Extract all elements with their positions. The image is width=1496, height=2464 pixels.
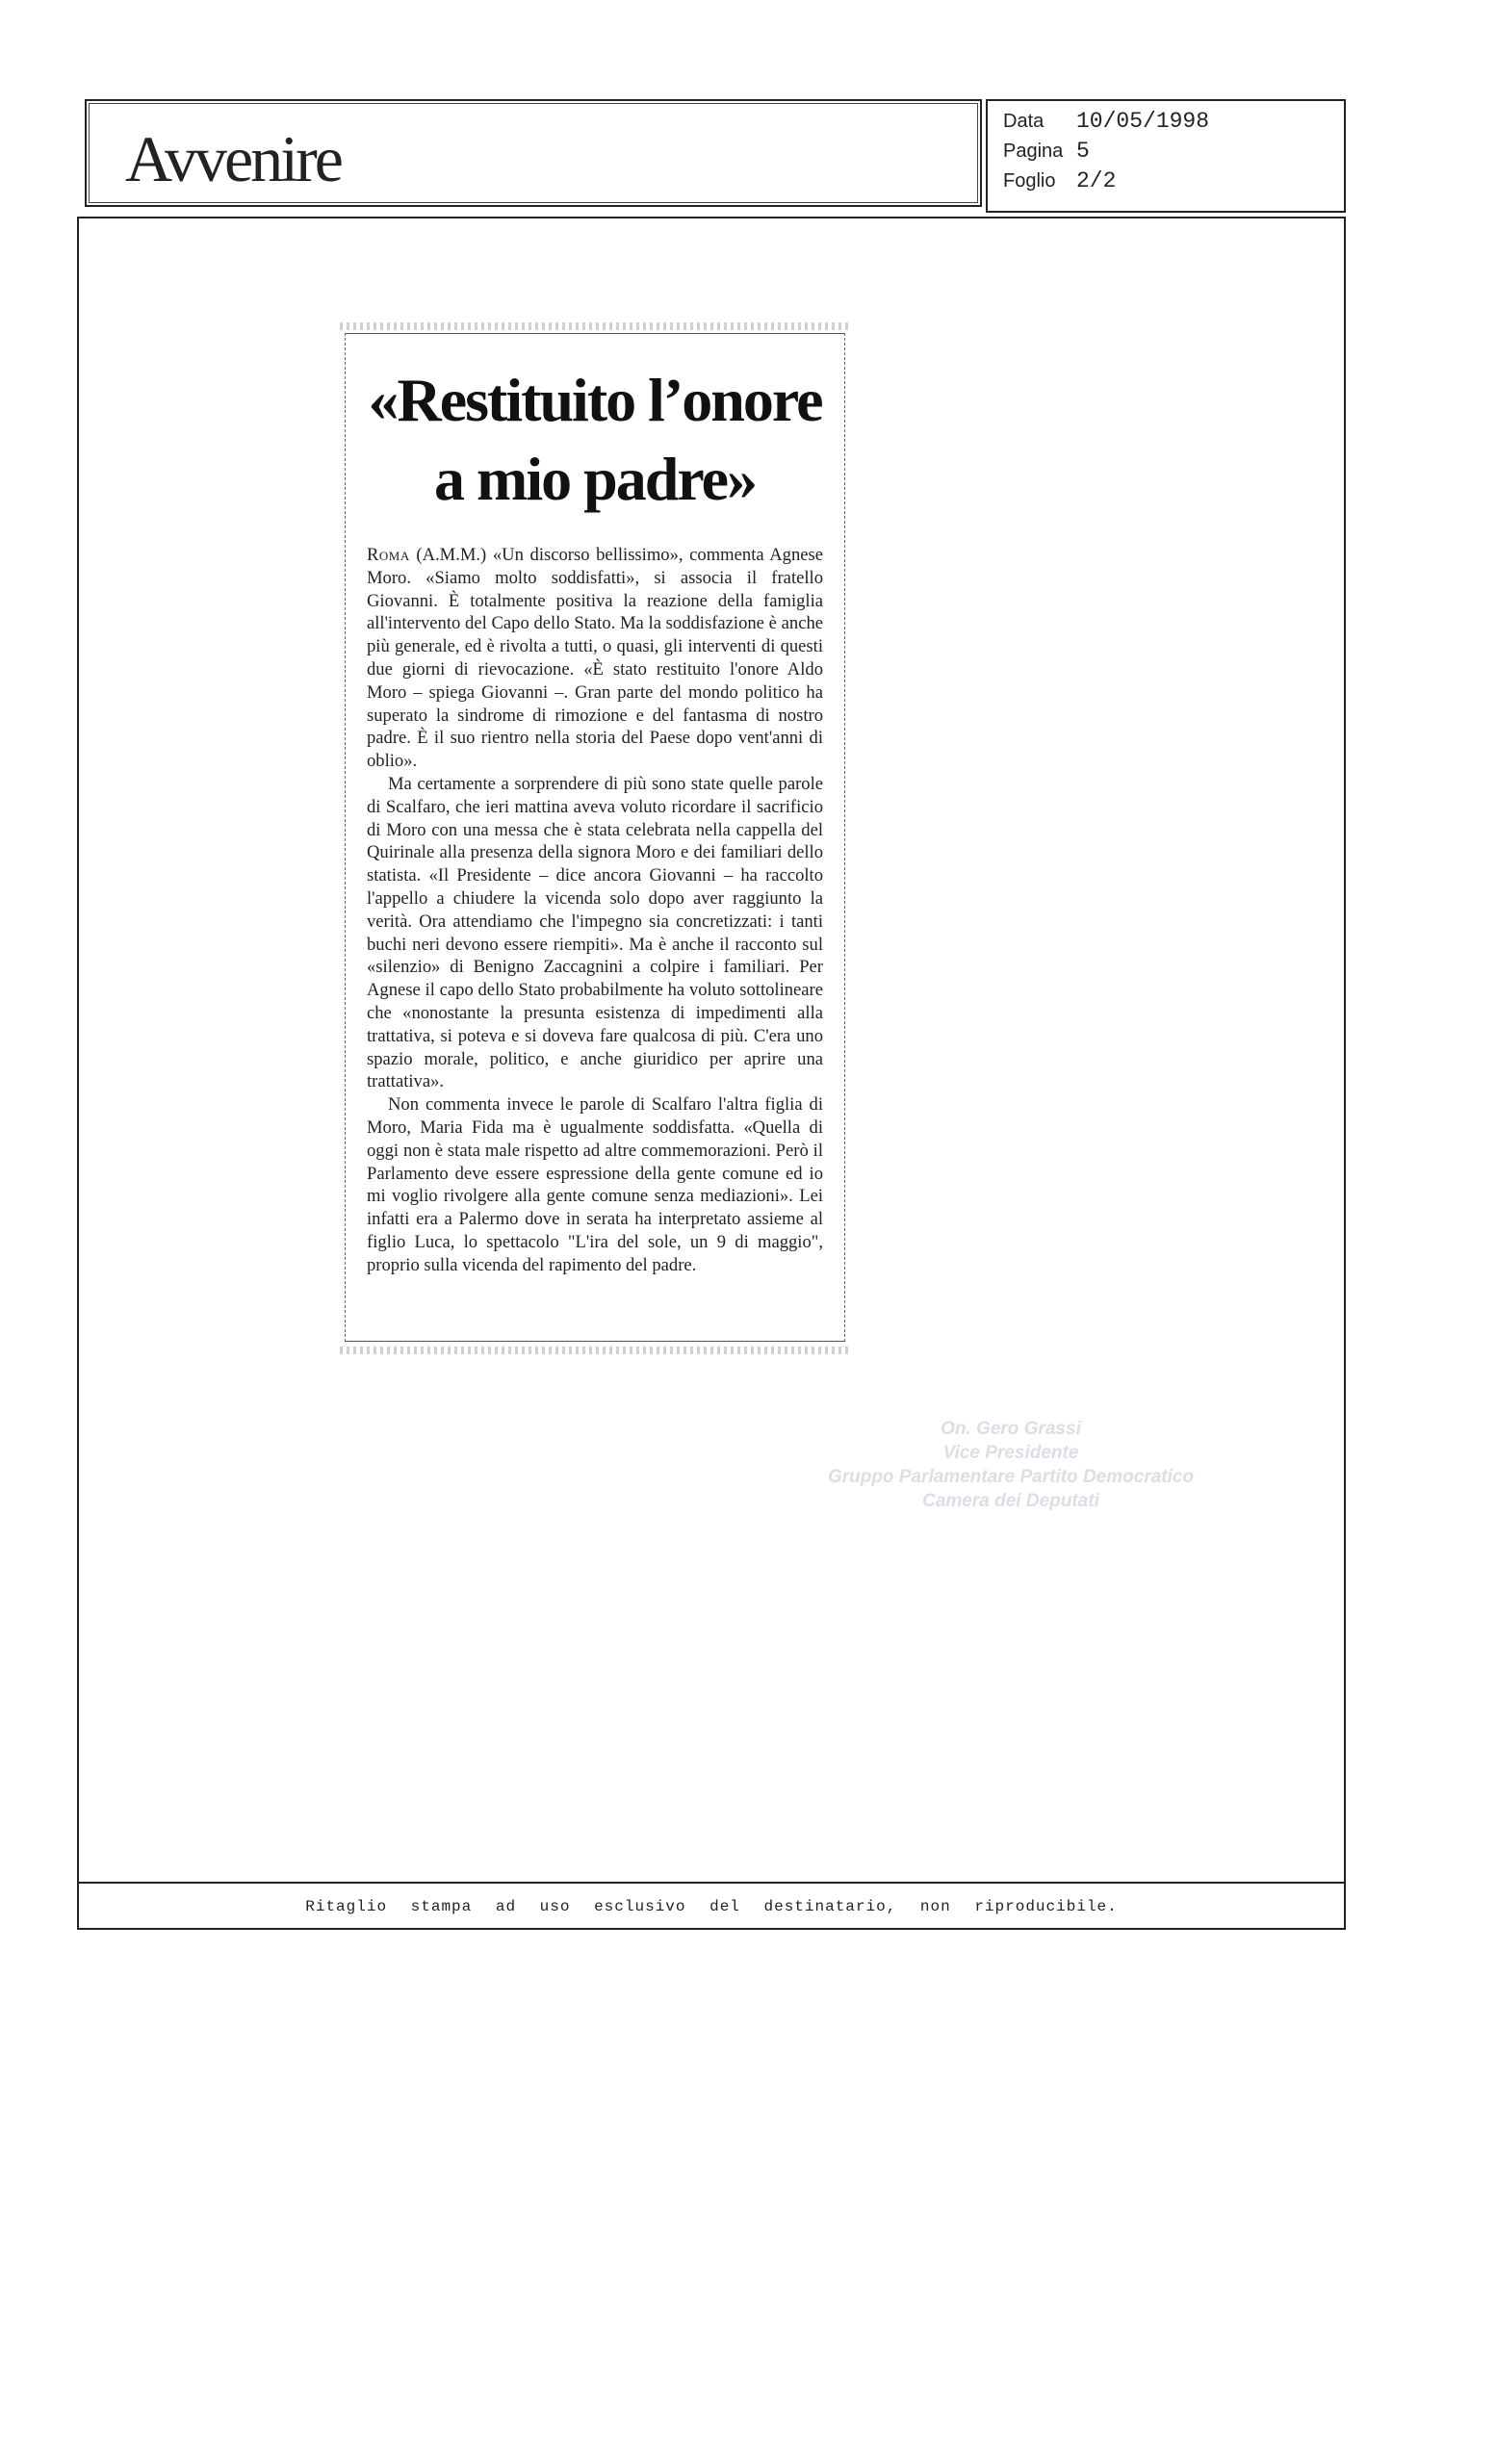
sheet-value: 2/2	[1076, 168, 1117, 193]
article-body	[367, 544, 823, 1277]
date-value: 10/05/1998	[1076, 109, 1210, 134]
page-value: 5	[1076, 139, 1090, 164]
faded-stamp	[799, 1417, 1223, 1513]
stamp-line: Vice Presidente	[942, 1443, 1079, 1463]
newspaper-masthead: Avvenire	[125, 122, 341, 195]
stamp-line: On. Gero Grassi	[941, 1419, 1081, 1439]
article-paragraph	[367, 544, 823, 773]
masthead-box	[85, 99, 982, 207]
page-label: Pagina	[1003, 141, 1064, 162]
article-paragraph: Ma certamente a sorprendere di più sono state quelle parole di Scalfaro, che ieri mattina aveva voluto ricordare il sacrificio di Moro con una messa che è stata celebrata nella cappella del Quirinale alla presenza della signora Moro e dei familiari dello statista. «Il Presidente – dice ancora Giovanni – ha raccolto l'appello a chiudere la vicenda solo dopo aver raggiunto la verità. Ora attendiamo che l'impegno sia concretizzati: i tanti buchi neri devono essere riempiti». Ma è anche il racconto sul «silenzio» di Benigno Zaccagnini a colpire i familiari. Per Agnese il capo dello Stato probabilmente ha voluto sottolineare che «nonostante la presunta esistenza di impedimenti alla trattativa, si poteva e si doveva fare qualcosa di più. C'era uno spazio morale, politico, e anche giuridico per aprire una trattativa».	[367, 773, 823, 1092]
article-paragraph: Non commenta invece le parole di Scalfaro l'altra figlia di Moro, Maria Fida ma è ugualmente soddisfatta. «Quella di oggi non è stata male rispetto ad altre commemorazioni. Però il Parlamento deve essere espressione della gente comune ed io mi voglio rivolgere alla gente comune senza mediazioni». Lei infatti era a Palermo dove in serata ha interpretato assieme al figlio Luca, lo spettacolo "L'ira del sole, un 9 di maggio", proprio sulla vicenda del rapimento del padre.	[367, 1094, 823, 1275]
dateline: Roma	[367, 545, 410, 565]
meta-row-sheet	[1003, 168, 1328, 198]
footer-notice: Ritaglio stampa ad uso esclusivo del destinatario, non riproducibile.	[305, 1898, 1118, 1915]
sheet-label: Foglio	[1003, 170, 1056, 192]
article-headline	[367, 361, 823, 519]
headline-line-2: a mio padre»	[434, 445, 756, 513]
date-label: Data	[1003, 111, 1045, 132]
clipping-torn-edge-top	[340, 322, 850, 330]
article-clipping	[345, 333, 845, 1342]
stamp-line: Camera dei Deputati	[922, 1491, 1099, 1511]
meta-row-date	[1003, 109, 1328, 139]
meta-row-page	[1003, 139, 1328, 168]
clipping-torn-edge-bottom	[340, 1347, 850, 1354]
footer-bar	[77, 1882, 1346, 1930]
headline-line-1: «Restituito l’onore	[368, 366, 822, 434]
paragraph-text: (A.M.M.) «Un discorso bellissimo», commenta Agnese Moro. «Siamo molto soddisfatti», si associa il fratello Giovanni. È totalmente positiva la reazione della famiglia all'intervento del Capo dello Stato. Ma la soddisfazione è anche più generale, ed è rivolta a tutti, o quasi, gli interventi di questi due giorni di rievocazione. «È stato restituito l'onore Aldo Moro – spiega Giovanni –. Gran parte del mondo politico ha superato la sindrome di rimozione e del fantasma di nostro padre. È il suo rientro nella storia del Paese dopo vent'anni di oblio».	[367, 545, 823, 772]
stamp-line: Gruppo Parlamentare Partito Democratico	[827, 1467, 1195, 1487]
clipping-meta-box	[986, 99, 1346, 213]
